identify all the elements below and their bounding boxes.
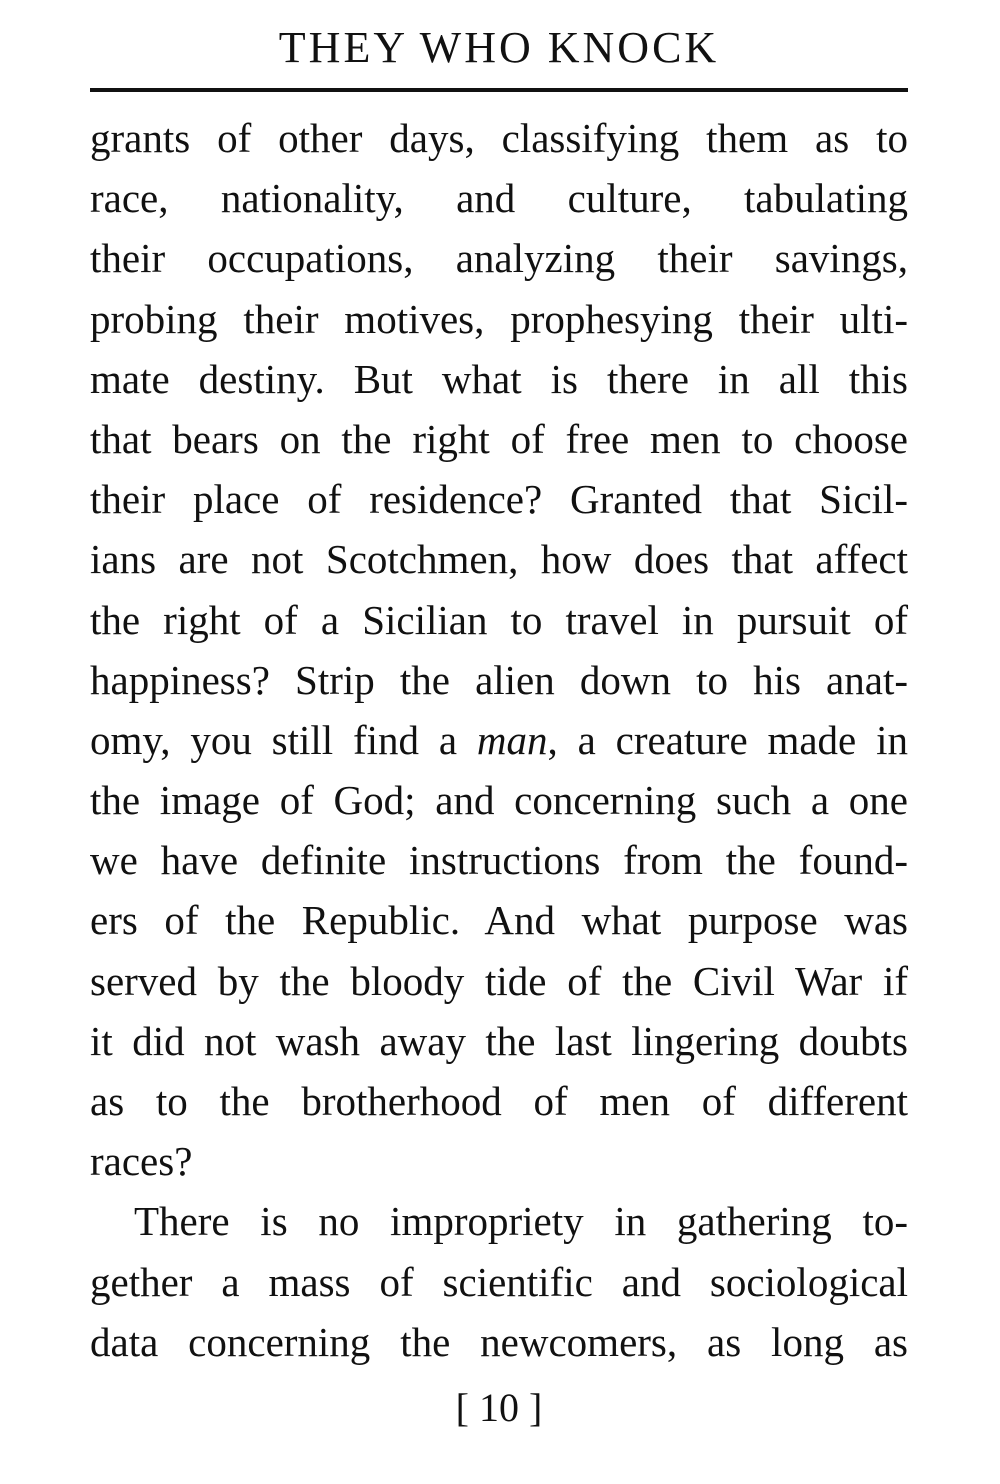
text-line: their occupations, analyzing their savings, [90, 235, 908, 282]
page-number: [ 10 ] [455, 1385, 543, 1430]
text-line: ers of the Republic. And what purpose was [90, 897, 908, 944]
text-line: we have definite instructions from the found- [90, 837, 908, 884]
text-line: the right of a Sicilian to travel in pursuit of [90, 596, 908, 643]
text-line: served by the bloody tide of the Civil War if [90, 957, 908, 1004]
text-line: happiness? Strip the alien down to his anat- [90, 656, 908, 703]
text-line: races? [90, 1138, 193, 1185]
text-line: the image of God; and concerning such a one [90, 777, 908, 824]
paragraph-2 [90, 1191, 908, 1372]
body-text [90, 108, 908, 1372]
running-head: THEY WHO KNOCK [278, 23, 720, 72]
text-line: There is no impropriety in gathering to- [134, 1198, 908, 1245]
italic-emphasis: man [476, 716, 548, 763]
text-line: mate destiny. But what is there in all this [90, 355, 908, 402]
text-line: as to the brotherhood of men of different [90, 1078, 908, 1124]
text-line: ians are not Scotchmen, how does that affect [90, 536, 908, 583]
text-line: probing their motives, prophesying their ulti- [90, 295, 908, 342]
text-line: omy, you still find a man, a creature made in [90, 716, 908, 763]
text-line: race, nationality, and culture, tabulating [90, 175, 908, 222]
text-line: data concerning the newcomers, as long as [90, 1318, 908, 1365]
text-line: gether a mass of scientific and sociological [90, 1258, 908, 1305]
text-line: it did not wash away the last lingering doubts [90, 1017, 908, 1064]
text-line: grants of other days, classifying them as to [90, 115, 908, 161]
paragraph-1 [90, 108, 908, 1191]
text-line: their place of residence? Granted that Sicil- [90, 476, 908, 523]
header-rule [90, 88, 908, 92]
text-line: that bears on the right of free men to choose [90, 415, 908, 462]
